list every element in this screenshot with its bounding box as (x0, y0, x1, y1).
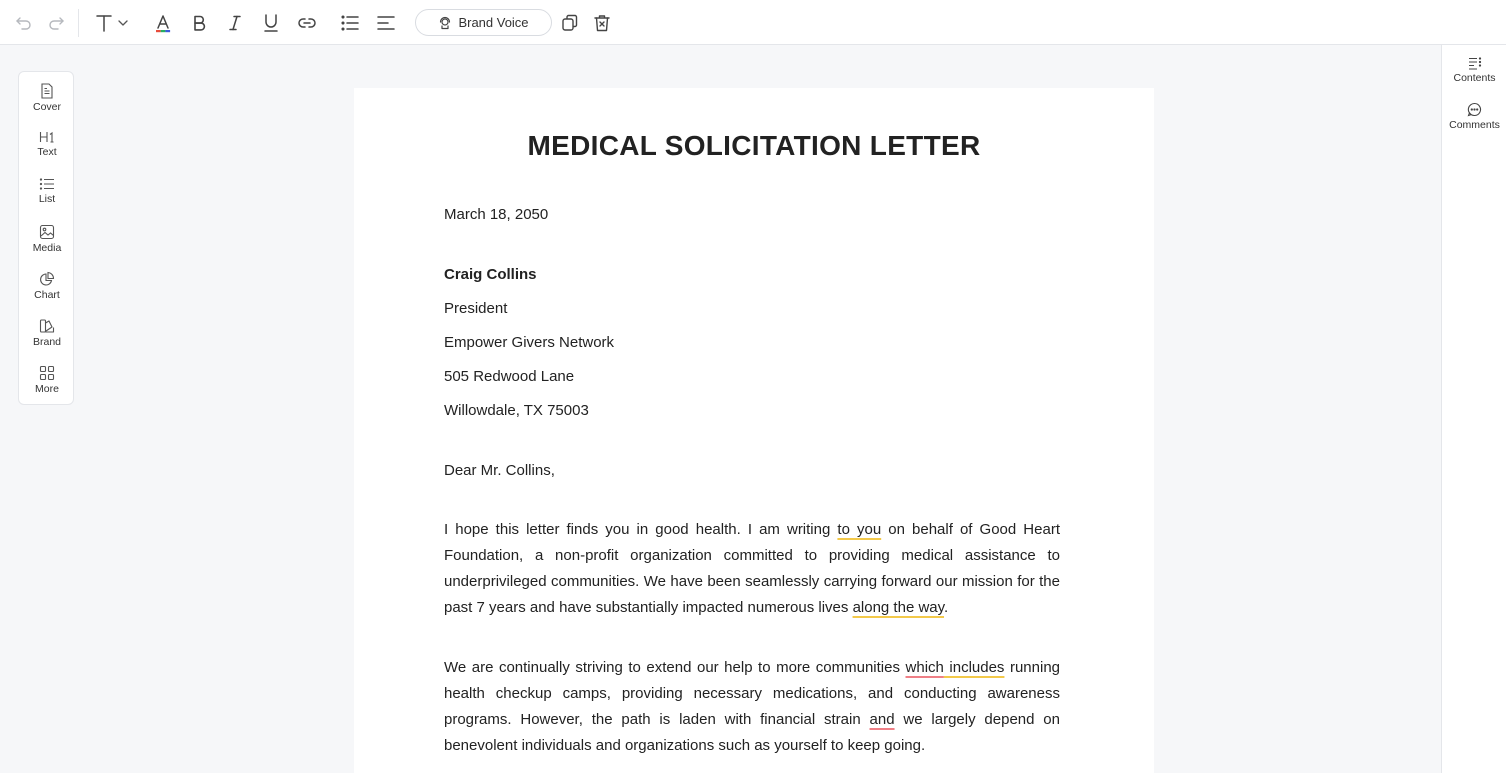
font-color-icon (153, 13, 173, 33)
block-label: More (35, 383, 59, 395)
redo-icon (47, 14, 65, 32)
underline-button[interactable] (258, 0, 284, 45)
chevron-down-icon (116, 16, 130, 30)
italic-icon (226, 14, 244, 32)
brand-voice-icon (438, 16, 452, 30)
font-color-button[interactable] (150, 0, 176, 45)
text-run: we largely depend on benevolent individuals and organizations such as yourself to keep going. (444, 711, 1060, 754)
paragraph-2[interactable] (444, 655, 1060, 759)
block-label: Text (37, 146, 57, 158)
block-cover[interactable] (19, 82, 75, 122)
text-run: . (944, 599, 949, 616)
comment-icon (1467, 102, 1482, 117)
letter-date[interactable]: March 18, 2050 (444, 206, 549, 223)
delete-button[interactable] (589, 0, 615, 45)
comments-button[interactable] (1442, 102, 1506, 131)
block-label: List (38, 193, 56, 205)
align-button[interactable] (373, 0, 399, 45)
recipient-city[interactable]: Willowdale, TX 75003 (444, 402, 589, 419)
underline-icon (262, 13, 280, 33)
paragraph-1[interactable] (444, 517, 1060, 621)
comments-label: Comments (1449, 119, 1500, 131)
block-brand[interactable] (19, 317, 75, 357)
right-sidebar (1441, 45, 1506, 773)
block-label: Brand (32, 336, 62, 348)
bold-icon (190, 14, 208, 32)
salutation[interactable]: Dear Mr. Collins, (444, 462, 555, 479)
grid-icon (39, 365, 55, 381)
image-icon (39, 224, 55, 240)
recipient-street[interactable]: 505 Redwood Lane (444, 368, 575, 385)
suggestion-highlight[interactable]: to you (837, 521, 882, 538)
block-text[interactable] (19, 129, 75, 169)
suggestion-highlight[interactable]: along the way (852, 599, 945, 616)
recipient-role[interactable]: President (444, 300, 508, 317)
link-icon (297, 13, 317, 33)
recipient-name[interactable]: Craig Collins (444, 266, 537, 283)
block-media[interactable] (19, 223, 75, 263)
list-icon (39, 177, 55, 191)
recipient-organization[interactable]: Empower Givers Network (444, 334, 615, 351)
toolbar-divider (78, 9, 79, 37)
text-run: We are continually striving to extend our help to more communities (444, 659, 906, 676)
trash-icon (593, 13, 611, 33)
error-highlight[interactable]: which (905, 659, 944, 676)
text-type-icon (94, 13, 116, 33)
text-run: running health checkup camps, providing necessary medications, and conducting awareness programs. However, the path is laden with financial strain (444, 659, 1060, 728)
heading-icon (39, 130, 55, 144)
duplicate-icon (560, 13, 580, 33)
redo-button[interactable] (44, 0, 68, 45)
block-list[interactable] (19, 176, 75, 216)
error-highlight[interactable]: and (869, 711, 895, 728)
bold-button[interactable] (186, 0, 212, 45)
brand-voice-label: Brand Voice (458, 15, 529, 30)
editor-toolbar (0, 0, 1506, 45)
italic-button[interactable] (222, 0, 248, 45)
duplicate-button[interactable] (557, 0, 583, 45)
text-run: on behalf of Good Heart Foundation, a non-profit organization committed to providing medical assistance to underprivileged communities. We have been seamlessly carrying forward our mission for the past 7 years and have substantially impacted numerous lives (444, 521, 1060, 616)
bullet-list-button[interactable] (337, 0, 363, 45)
contents-icon (1468, 56, 1482, 70)
chart-icon (39, 271, 55, 287)
align-left-icon (376, 13, 396, 33)
block-label: Media (32, 242, 62, 254)
contents-label: Contents (1453, 72, 1496, 84)
brand-voice-button[interactable] (415, 9, 552, 36)
undo-button[interactable] (12, 0, 36, 45)
document-title[interactable]: MEDICAL SOLICITATION LETTER (527, 130, 981, 161)
block-chart[interactable] (19, 270, 75, 310)
block-label: Cover (32, 101, 61, 113)
link-button[interactable] (294, 0, 320, 45)
text-style-dropdown[interactable] (90, 0, 134, 45)
suggestion-highlight[interactable]: includes (943, 659, 1005, 676)
block-label: Chart (34, 289, 60, 301)
contents-button[interactable] (1442, 56, 1506, 84)
block-more[interactable] (19, 364, 75, 404)
brand-icon (39, 318, 55, 334)
document-page[interactable] (354, 88, 1154, 773)
text-run: I hope this letter finds you in good health. I am writing (444, 521, 838, 538)
cover-icon (40, 83, 54, 99)
undo-icon (15, 14, 33, 32)
block-panel (18, 71, 74, 405)
bullet-list-icon (340, 13, 360, 33)
